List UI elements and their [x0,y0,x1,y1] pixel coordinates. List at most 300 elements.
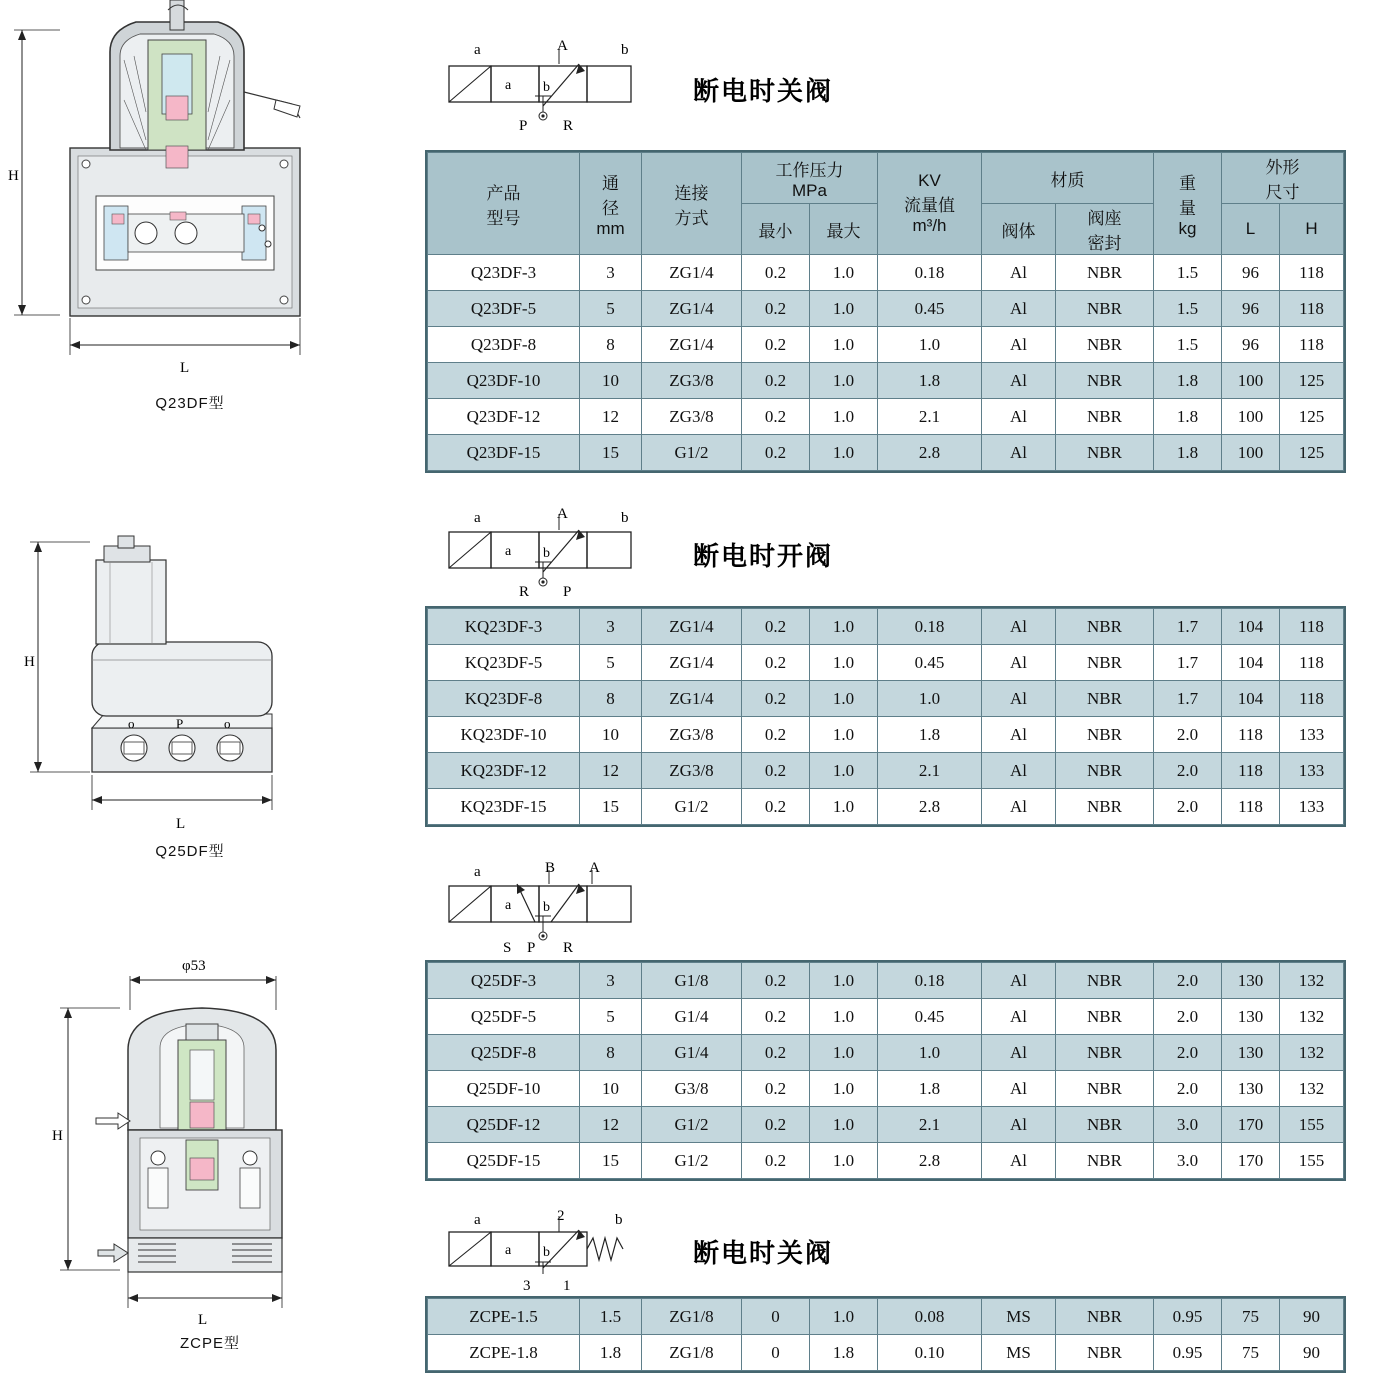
cell-body: Al [982,999,1056,1035]
cell-pmax: 1.0 [810,363,878,399]
dimension-h-label: H [8,168,19,184]
cell-model: KQ23DF-5 [428,645,580,681]
cell-pmax: 1.0 [810,681,878,717]
cell-connection: ZG3/8 [642,363,742,399]
cell-h: 155 [1280,1143,1344,1179]
cell-l: 104 [1222,645,1280,681]
cell-h: 133 [1280,789,1344,825]
table-row [428,963,1344,999]
table-row [428,1107,1344,1143]
table-row [428,717,1344,753]
cell-kv: 1.0 [878,327,982,363]
th-pmin: 最小 [742,204,810,255]
cell-seal: NBR [1056,717,1154,753]
cell-model: KQ23DF-8 [428,681,580,717]
cell-weight: 2.0 [1154,753,1222,789]
cell-body: Al [982,717,1056,753]
cell-weight: 1.5 [1154,327,1222,363]
sym1-label-A: A [557,38,568,54]
cell-kv: 2.1 [878,1107,982,1143]
cell-connection: ZG1/4 [642,327,742,363]
table-row [428,753,1344,789]
drawing-caption-2: Q25DF型 [155,843,225,860]
cell-model: KQ23DF-3 [428,609,580,645]
th-size-l: L [1222,204,1280,255]
cell-l: 100 [1222,399,1280,435]
cell-kv: 1.0 [878,681,982,717]
cell-h: 132 [1280,999,1344,1035]
cell-h: 133 [1280,753,1344,789]
th-seal: 阀座 密封 [1056,204,1154,255]
cell-connection: G1/2 [642,789,742,825]
table-body-3 [428,963,1344,1179]
table-header-row-1 [428,153,1344,204]
table-body-4 [428,1299,1344,1371]
cell-weight: 1.8 [1154,435,1222,471]
table-row [428,435,1344,471]
cell-dn: 5 [580,999,642,1035]
cell-connection: ZG1/4 [642,255,742,291]
cell-kv: 2.1 [878,399,982,435]
cell-model: Q25DF-3 [428,963,580,999]
cell-pmax: 1.0 [810,1143,878,1179]
cell-body: Al [982,399,1056,435]
table-row [428,1335,1344,1371]
cell-l: 100 [1222,363,1280,399]
cell-dn: 15 [580,789,642,825]
dimension-h-label-2: H [24,654,35,670]
cell-kv: 1.0 [878,1035,982,1071]
drawing-q23df [0,0,420,430]
cell-kv: 1.8 [878,1071,982,1107]
cell-seal: NBR [1056,789,1154,825]
cell-dn: 3 [580,609,642,645]
cell-l: 100 [1222,435,1280,471]
cell-pmin: 0.2 [742,681,810,717]
cell-body: Al [982,1071,1056,1107]
sym4-label-1: 1 [563,1278,571,1294]
th-size: 外形 尺寸 [1222,153,1344,204]
sym1-label-R: R [563,118,574,134]
cell-l: 96 [1222,291,1280,327]
cell-l: 170 [1222,1107,1280,1143]
cell-body: Al [982,363,1056,399]
cell-pmax: 1.0 [810,645,878,681]
cell-pmax: 1.0 [810,789,878,825]
spec-table-1 [427,152,1344,471]
cell-connection: ZG1/8 [642,1299,742,1335]
cell-kv: 0.18 [878,255,982,291]
cell-pmin: 0.2 [742,753,810,789]
cell-kv: 0.18 [878,963,982,999]
cell-model: Q23DF-3 [428,255,580,291]
sym3-label-a-top: a [474,864,481,880]
port-label-o2: o [224,716,231,731]
cell-body: Al [982,789,1056,825]
sym3-label-A: A [589,860,600,876]
table-row [428,399,1344,435]
drawing-zcpe [0,940,420,1370]
sym2-label-R: R [519,584,530,600]
cell-seal: NBR [1056,681,1154,717]
sym2-inner-b: b [543,546,550,561]
cell-dn: 8 [580,681,642,717]
cell-pmin: 0.2 [742,399,810,435]
sym2-label-b: b [621,510,629,526]
cell-model: Q25DF-8 [428,1035,580,1071]
cell-l: 170 [1222,1143,1280,1179]
cell-seal: NBR [1056,399,1154,435]
cell-h: 132 [1280,963,1344,999]
cell-connection: G1/2 [642,1143,742,1179]
cell-model: Q25DF-12 [428,1107,580,1143]
cell-pmin: 0.2 [742,789,810,825]
cell-model: KQ23DF-15 [428,789,580,825]
cell-connection: ZG1/4 [642,609,742,645]
cell-dn: 5 [580,291,642,327]
cell-body: Al [982,609,1056,645]
cell-l: 130 [1222,1035,1280,1071]
table-row [428,327,1344,363]
cell-model: Q23DF-8 [428,327,580,363]
cell-h: 125 [1280,363,1344,399]
valve-symbol-4 [439,1208,649,1294]
cell-pmin: 0.2 [742,1035,810,1071]
cell-pmin: 0 [742,1299,810,1335]
cell-seal: NBR [1056,1335,1154,1371]
spec-table-3 [427,962,1344,1179]
cell-connection: G1/2 [642,435,742,471]
cell-pmax: 1.0 [810,435,878,471]
cell-l: 130 [1222,963,1280,999]
table-wrap-3 [425,960,1346,1181]
cell-seal: NBR [1056,291,1154,327]
sym1-label-a-top: a [474,42,481,58]
th-weight: 重 量 kg [1154,153,1222,255]
sym4-inner-a: a [505,1243,512,1258]
cell-pmin: 0 [742,1335,810,1371]
table-row [428,363,1344,399]
cell-pmin: 0.2 [742,291,810,327]
cell-seal: NBR [1056,963,1154,999]
cell-h: 133 [1280,717,1344,753]
cell-body: Al [982,435,1056,471]
cell-h: 125 [1280,435,1344,471]
cell-seal: NBR [1056,1299,1154,1335]
cell-h: 155 [1280,1107,1344,1143]
cell-seal: NBR [1056,1107,1154,1143]
cell-seal: NBR [1056,1035,1154,1071]
cell-pmin: 0.2 [742,963,810,999]
cell-dn: 10 [580,363,642,399]
th-dn: 通 径 mm [580,153,642,255]
cell-dn: 3 [580,963,642,999]
cell-h: 118 [1280,255,1344,291]
sym3-inner-b: b [543,900,550,915]
cell-weight: 2.0 [1154,999,1222,1035]
table-row [428,1071,1344,1107]
cell-pmax: 1.0 [810,963,878,999]
dimension-l-label: L [180,360,190,376]
sym1-inner-a: a [505,78,512,93]
cell-seal: NBR [1056,327,1154,363]
cell-weight: 0.95 [1154,1299,1222,1335]
table-row [428,645,1344,681]
table-row [428,255,1344,291]
sym3-inner-a: a [505,898,512,913]
cell-pmin: 0.2 [742,717,810,753]
spec-table-2 [427,608,1344,825]
cell-weight: 0.95 [1154,1335,1222,1371]
section-title-1: 断电时关阀 [693,75,834,106]
cell-kv: 0.18 [878,609,982,645]
drawing-caption-1: Q23DF型 [155,395,225,412]
valve-symbol-1 [439,34,649,144]
port-label-o1: o [128,716,135,731]
table-row [428,1035,1344,1071]
cell-connection: G1/4 [642,1035,742,1071]
th-connection: 连接 方式 [642,153,742,255]
cell-dn: 12 [580,753,642,789]
cell-body: Al [982,645,1056,681]
cell-seal: NBR [1056,1143,1154,1179]
cell-model: Q23DF-5 [428,291,580,327]
cell-weight: 1.7 [1154,645,1222,681]
sym1-inner-b: b [543,80,550,95]
cell-seal: NBR [1056,753,1154,789]
table-row [428,681,1344,717]
cell-weight: 2.0 [1154,1035,1222,1071]
cell-l: 130 [1222,1071,1280,1107]
cell-dn: 15 [580,1143,642,1179]
drawing-caption-3: ZCPE型 [179,1335,240,1352]
cell-l: 75 [1222,1299,1280,1335]
cell-h: 118 [1280,327,1344,363]
sym4-label-3: 3 [523,1278,531,1294]
cell-connection: G1/2 [642,1107,742,1143]
th-pmax: 最大 [810,204,878,255]
cell-pmin: 0.2 [742,645,810,681]
cell-h: 132 [1280,1071,1344,1107]
table-wrap-4 [425,1296,1346,1373]
cell-body: Al [982,1107,1056,1143]
cell-model: Q23DF-12 [428,399,580,435]
cell-seal: NBR [1056,609,1154,645]
table-row [428,1143,1344,1179]
cell-h: 90 [1280,1335,1344,1371]
cell-h: 118 [1280,291,1344,327]
cell-body: Al [982,681,1056,717]
cell-dn: 10 [580,717,642,753]
sym2-label-a-top: a [474,510,481,526]
cell-weight: 1.8 [1154,399,1222,435]
cell-pmax: 1.0 [810,255,878,291]
cell-kv: 2.8 [878,435,982,471]
symbol-row-1 [439,34,1375,144]
cell-l: 130 [1222,999,1280,1035]
th-pressure: 工作压力 MPa [742,153,878,204]
cell-h: 125 [1280,399,1344,435]
sym2-label-P: P [563,584,572,600]
sym3-label-B: B [545,860,556,876]
cell-connection: ZG3/8 [642,717,742,753]
cell-model: KQ23DF-10 [428,717,580,753]
cell-pmin: 0.2 [742,327,810,363]
table-row [428,291,1344,327]
dimension-phi-label: φ53 [182,958,206,974]
cell-l: 118 [1222,789,1280,825]
cell-pmin: 0.2 [742,255,810,291]
cell-h: 118 [1280,609,1344,645]
cell-pmax: 1.0 [810,753,878,789]
cell-body: Al [982,1035,1056,1071]
cell-dn: 15 [580,435,642,471]
cell-weight: 2.0 [1154,1071,1222,1107]
cell-connection: ZG1/4 [642,291,742,327]
cell-pmin: 0.2 [742,435,810,471]
cell-weight: 2.0 [1154,717,1222,753]
port-label-p: P [176,716,184,731]
cell-connection: G3/8 [642,1071,742,1107]
cell-pmax: 1.0 [810,1071,878,1107]
sym1-label-P: P [519,118,528,134]
sym3-label-R: R [563,940,574,956]
th-material: 材质 [982,153,1154,204]
cell-model: ZCPE-1.8 [428,1335,580,1371]
th-kv: KV 流量值 m³/h [878,153,982,255]
cell-kv: 0.45 [878,645,982,681]
cell-model: KQ23DF-12 [428,753,580,789]
cell-dn: 1.8 [580,1335,642,1371]
cell-seal: NBR [1056,363,1154,399]
cell-body: Al [982,291,1056,327]
th-size-h: H [1280,204,1344,255]
cell-h: 118 [1280,645,1344,681]
spec-table-4 [427,1298,1344,1371]
cell-weight: 1.7 [1154,609,1222,645]
sym4-label-b: b [615,1212,623,1228]
cell-kv: 2.8 [878,1143,982,1179]
cell-weight: 3.0 [1154,1143,1222,1179]
cell-connection: G1/8 [642,963,742,999]
table-row [428,609,1344,645]
dimension-l-label-2: L [176,816,186,832]
cell-h: 132 [1280,1035,1344,1071]
cell-dn: 10 [580,1071,642,1107]
cell-pmin: 0.2 [742,1071,810,1107]
cell-kv: 1.8 [878,717,982,753]
cell-model: ZCPE-1.5 [428,1299,580,1335]
cell-dn: 12 [580,399,642,435]
cell-connection: ZG1/4 [642,681,742,717]
table-body-2 [428,609,1344,825]
cell-pmin: 0.2 [742,609,810,645]
cell-kv: 2.8 [878,789,982,825]
cell-kv: 0.45 [878,291,982,327]
cell-kv: 2.1 [878,753,982,789]
th-model: 产品 型号 [428,153,580,255]
section-title-2: 断电时开阀 [693,540,834,571]
symbol-row-2 [439,504,1375,604]
cell-model: Q25DF-10 [428,1071,580,1107]
cell-h: 90 [1280,1299,1344,1335]
cell-pmax: 1.0 [810,999,878,1035]
cell-pmax: 1.0 [810,399,878,435]
cell-model: Q25DF-5 [428,999,580,1035]
cell-body: Al [982,963,1056,999]
sym1-label-b: b [621,42,629,58]
cell-connection: ZG1/8 [642,1335,742,1371]
cell-weight: 2.0 [1154,789,1222,825]
cell-body: MS [982,1299,1056,1335]
cell-pmax: 1.8 [810,1335,878,1371]
cell-l: 96 [1222,327,1280,363]
cell-weight: 1.5 [1154,291,1222,327]
valve-symbol-2 [439,504,649,604]
dimension-h-label-3: H [52,1128,63,1144]
cell-l: 96 [1222,255,1280,291]
table-row [428,1299,1344,1335]
cell-h: 118 [1280,681,1344,717]
cell-connection: G1/4 [642,999,742,1035]
table-row [428,789,1344,825]
sym2-inner-a: a [505,544,512,559]
sym4-inner-b: b [543,1245,550,1260]
cell-connection: ZG3/8 [642,753,742,789]
section-title-4: 断电时关阀 [693,1237,834,1268]
sym3-label-P: P [527,940,536,956]
dimension-l-label-3: L [198,1312,208,1328]
table-row [428,999,1344,1035]
cell-kv: 0.10 [878,1335,982,1371]
cell-weight: 1.8 [1154,363,1222,399]
cell-connection: ZG1/4 [642,645,742,681]
th-body: 阀体 [982,204,1056,255]
valve-symbol-3 [439,858,649,958]
cell-weight: 2.0 [1154,963,1222,999]
cell-l: 118 [1222,717,1280,753]
cell-seal: NBR [1056,255,1154,291]
symbol-row-4 [439,1208,1375,1294]
cell-kv: 0.08 [878,1299,982,1335]
cell-body: Al [982,753,1056,789]
cell-l: 118 [1222,753,1280,789]
cell-seal: NBR [1056,645,1154,681]
cell-seal: NBR [1056,999,1154,1035]
sym2-label-A: A [557,506,568,522]
cell-seal: NBR [1056,1071,1154,1107]
cell-kv: 1.8 [878,363,982,399]
drawing-q25df [0,500,420,900]
symbol-row-3 [439,858,1375,958]
cell-seal: NBR [1056,435,1154,471]
cell-dn: 8 [580,1035,642,1071]
cell-pmax: 1.0 [810,291,878,327]
cell-pmax: 1.0 [810,609,878,645]
table-body-1 [428,255,1344,471]
cell-pmax: 1.0 [810,1299,878,1335]
cell-model: Q23DF-10 [428,363,580,399]
sym4-label-2: 2 [557,1208,565,1224]
cell-pmax: 1.0 [810,717,878,753]
cell-pmin: 0.2 [742,999,810,1035]
sym3-label-S: S [503,940,512,956]
cell-weight: 3.0 [1154,1107,1222,1143]
cell-body: Al [982,327,1056,363]
cell-weight: 1.5 [1154,255,1222,291]
tables-column [425,0,1375,1378]
cell-dn: 12 [580,1107,642,1143]
